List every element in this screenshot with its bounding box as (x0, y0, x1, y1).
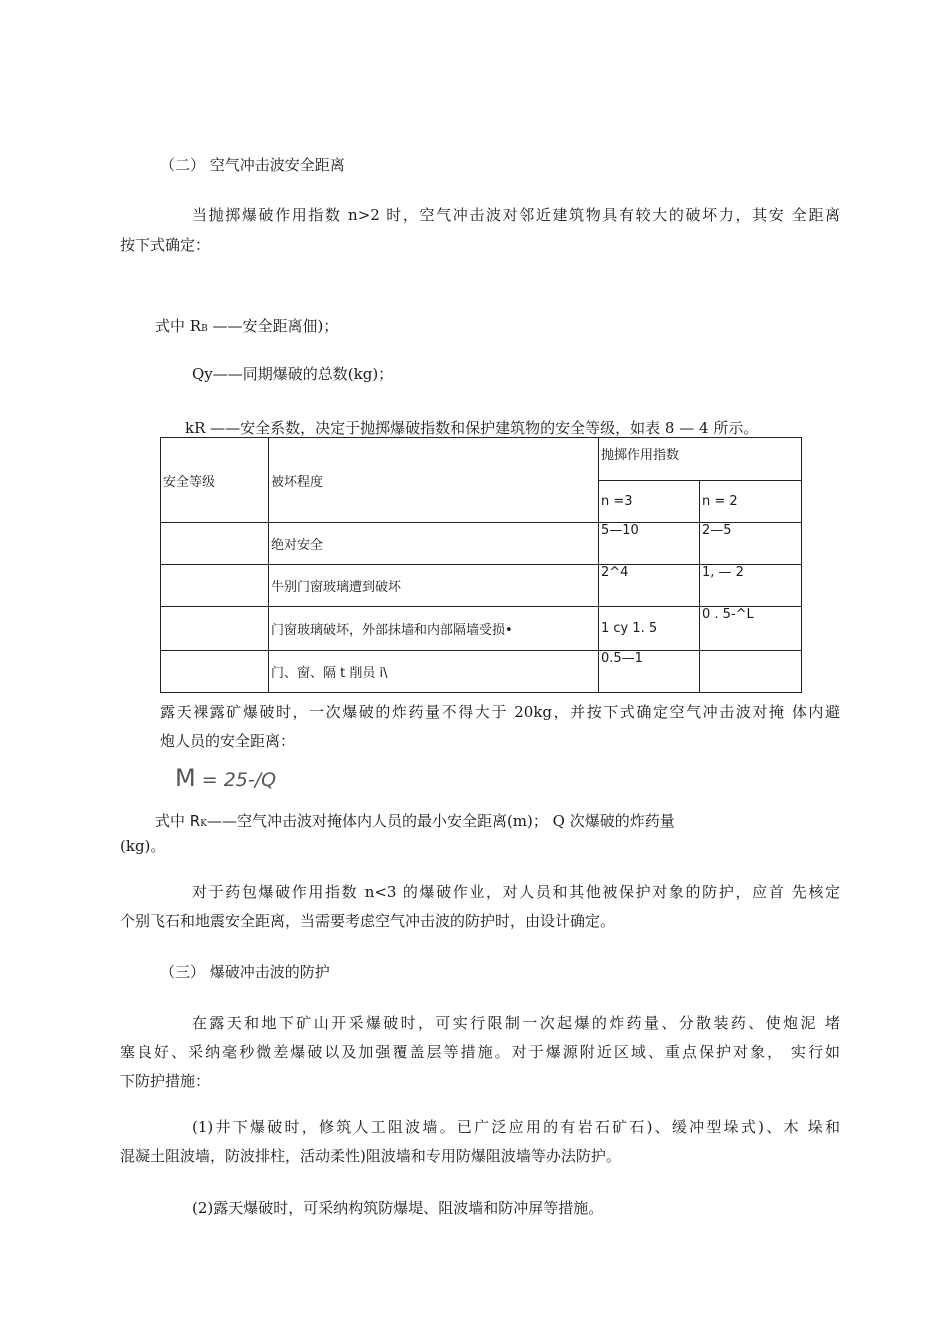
section-heading-3: （三） 爆破冲击波的防护 (160, 963, 330, 981)
table-row (161, 523, 802, 565)
cell-n3: 0.5—1 (599, 651, 700, 693)
cell-damage: 牛别门窗玻璃遭到破坏 (269, 565, 599, 607)
paragraph-3-line-1: 对于药包爆破作用指数 n<3 的爆破作业，对人员和其他被保护对象的防护，应首 先核定 (192, 883, 840, 901)
safety-factor-table (160, 437, 802, 693)
paragraph-3-line-2: 个别飞石和地震安全距离，当需要考虑空气冲击波的防护时，由设计确定。 (120, 912, 616, 930)
cell-level (161, 607, 269, 651)
section-heading-2: （二） 空气冲击波安全距离 (160, 156, 345, 174)
header-damage-degree: 被坏程度 (269, 438, 599, 523)
table-row (161, 607, 802, 651)
table-row (161, 565, 802, 607)
paragraph-2-line-2: 炮人员的安全距离： (160, 732, 296, 750)
cell-damage: 门、窗、隔 t 削员 i\ (269, 651, 599, 693)
list-item-1-line-1: (1)井下爆破时，修筑人工阻波墙。已广泛应用的有岩石矿石)、缓冲型垛式)、木 垛和 (192, 1118, 840, 1136)
cell-n2: 2—5 (700, 523, 802, 565)
cell-n2: 0 . 5-^L (700, 607, 802, 651)
header-throw-index: 抛掷作用指数 (599, 438, 802, 481)
cell-damage: 绝对安全 (269, 523, 599, 565)
paragraph-1-line-2: 按下式确定： (120, 236, 211, 254)
paragraph-4-line-2: 塞良好、采纳毫秒微差爆破以及加强覆盖层等措施。对于爆源附近区域、重点保护对象， 实行如 (120, 1043, 840, 1061)
list-item-2: (2)露天爆破时，可采纳构筑防爆堤、阻波墙和防冲屏等措施。 (192, 1199, 604, 1217)
cell-n2: 1, — 2 (700, 565, 802, 607)
definition-rk-line-2: (kg)。 (120, 837, 166, 855)
table-row (161, 651, 802, 693)
paragraph-4-line-1: 在露天和地下矿山开采爆破时，可实行限制一次起爆的炸药量、分散装药、使炮泥 堵 (192, 1014, 840, 1032)
cell-n2 (700, 651, 802, 693)
list-item-1-line-2: 混凝土阻波墙，防波排柱，活动柔性)阻波墙和专用防爆阻波墙等办法防护。 (120, 1147, 621, 1165)
cell-n3: 2^4 (599, 565, 700, 607)
cell-n3: 5—10 (599, 523, 700, 565)
header-n3: n =3 (599, 481, 700, 523)
cell-level (161, 651, 269, 693)
header-n2: n = 2 (700, 481, 802, 523)
cell-level (161, 565, 269, 607)
paragraph-1-line-1: 当抛掷爆破作用指数 n>2 时，空气冲击波对邻近建筑物具有较大的破坏力，其安 全距离 (192, 206, 840, 224)
header-safety-level: 安全等级 (161, 438, 269, 523)
definition-rb: 式中 RB ——安全距离佃)； (155, 317, 339, 335)
paragraph-2-line-1: 露天裸露矿爆破时，一次爆破的炸药量不得大于 20kg，并按下式确定空气冲击波对掩 体内避 (160, 703, 840, 721)
cell-n3: 1 cy 1. 5 (599, 607, 700, 651)
definition-qy: Qy——同期爆破的总数(kg)； (192, 365, 394, 383)
definition-rk: 式中 RK——空气冲击波对掩体内人员的最小安全距离(m)； Q 次爆破的炸药量 (155, 812, 675, 830)
definition-kr: kR ——安全系数，决定于抛掷爆破指数和保护建筑物的安全等级，如表 8 — 4 所示。 (185, 419, 759, 437)
cell-level (161, 523, 269, 565)
formula: M = 25-/Q (175, 764, 277, 792)
cell-damage: 门窗玻璃破坏，外部抹墙和内部隔墙受损• (269, 607, 599, 651)
paragraph-4-line-3: 下防护措施： (120, 1072, 211, 1090)
